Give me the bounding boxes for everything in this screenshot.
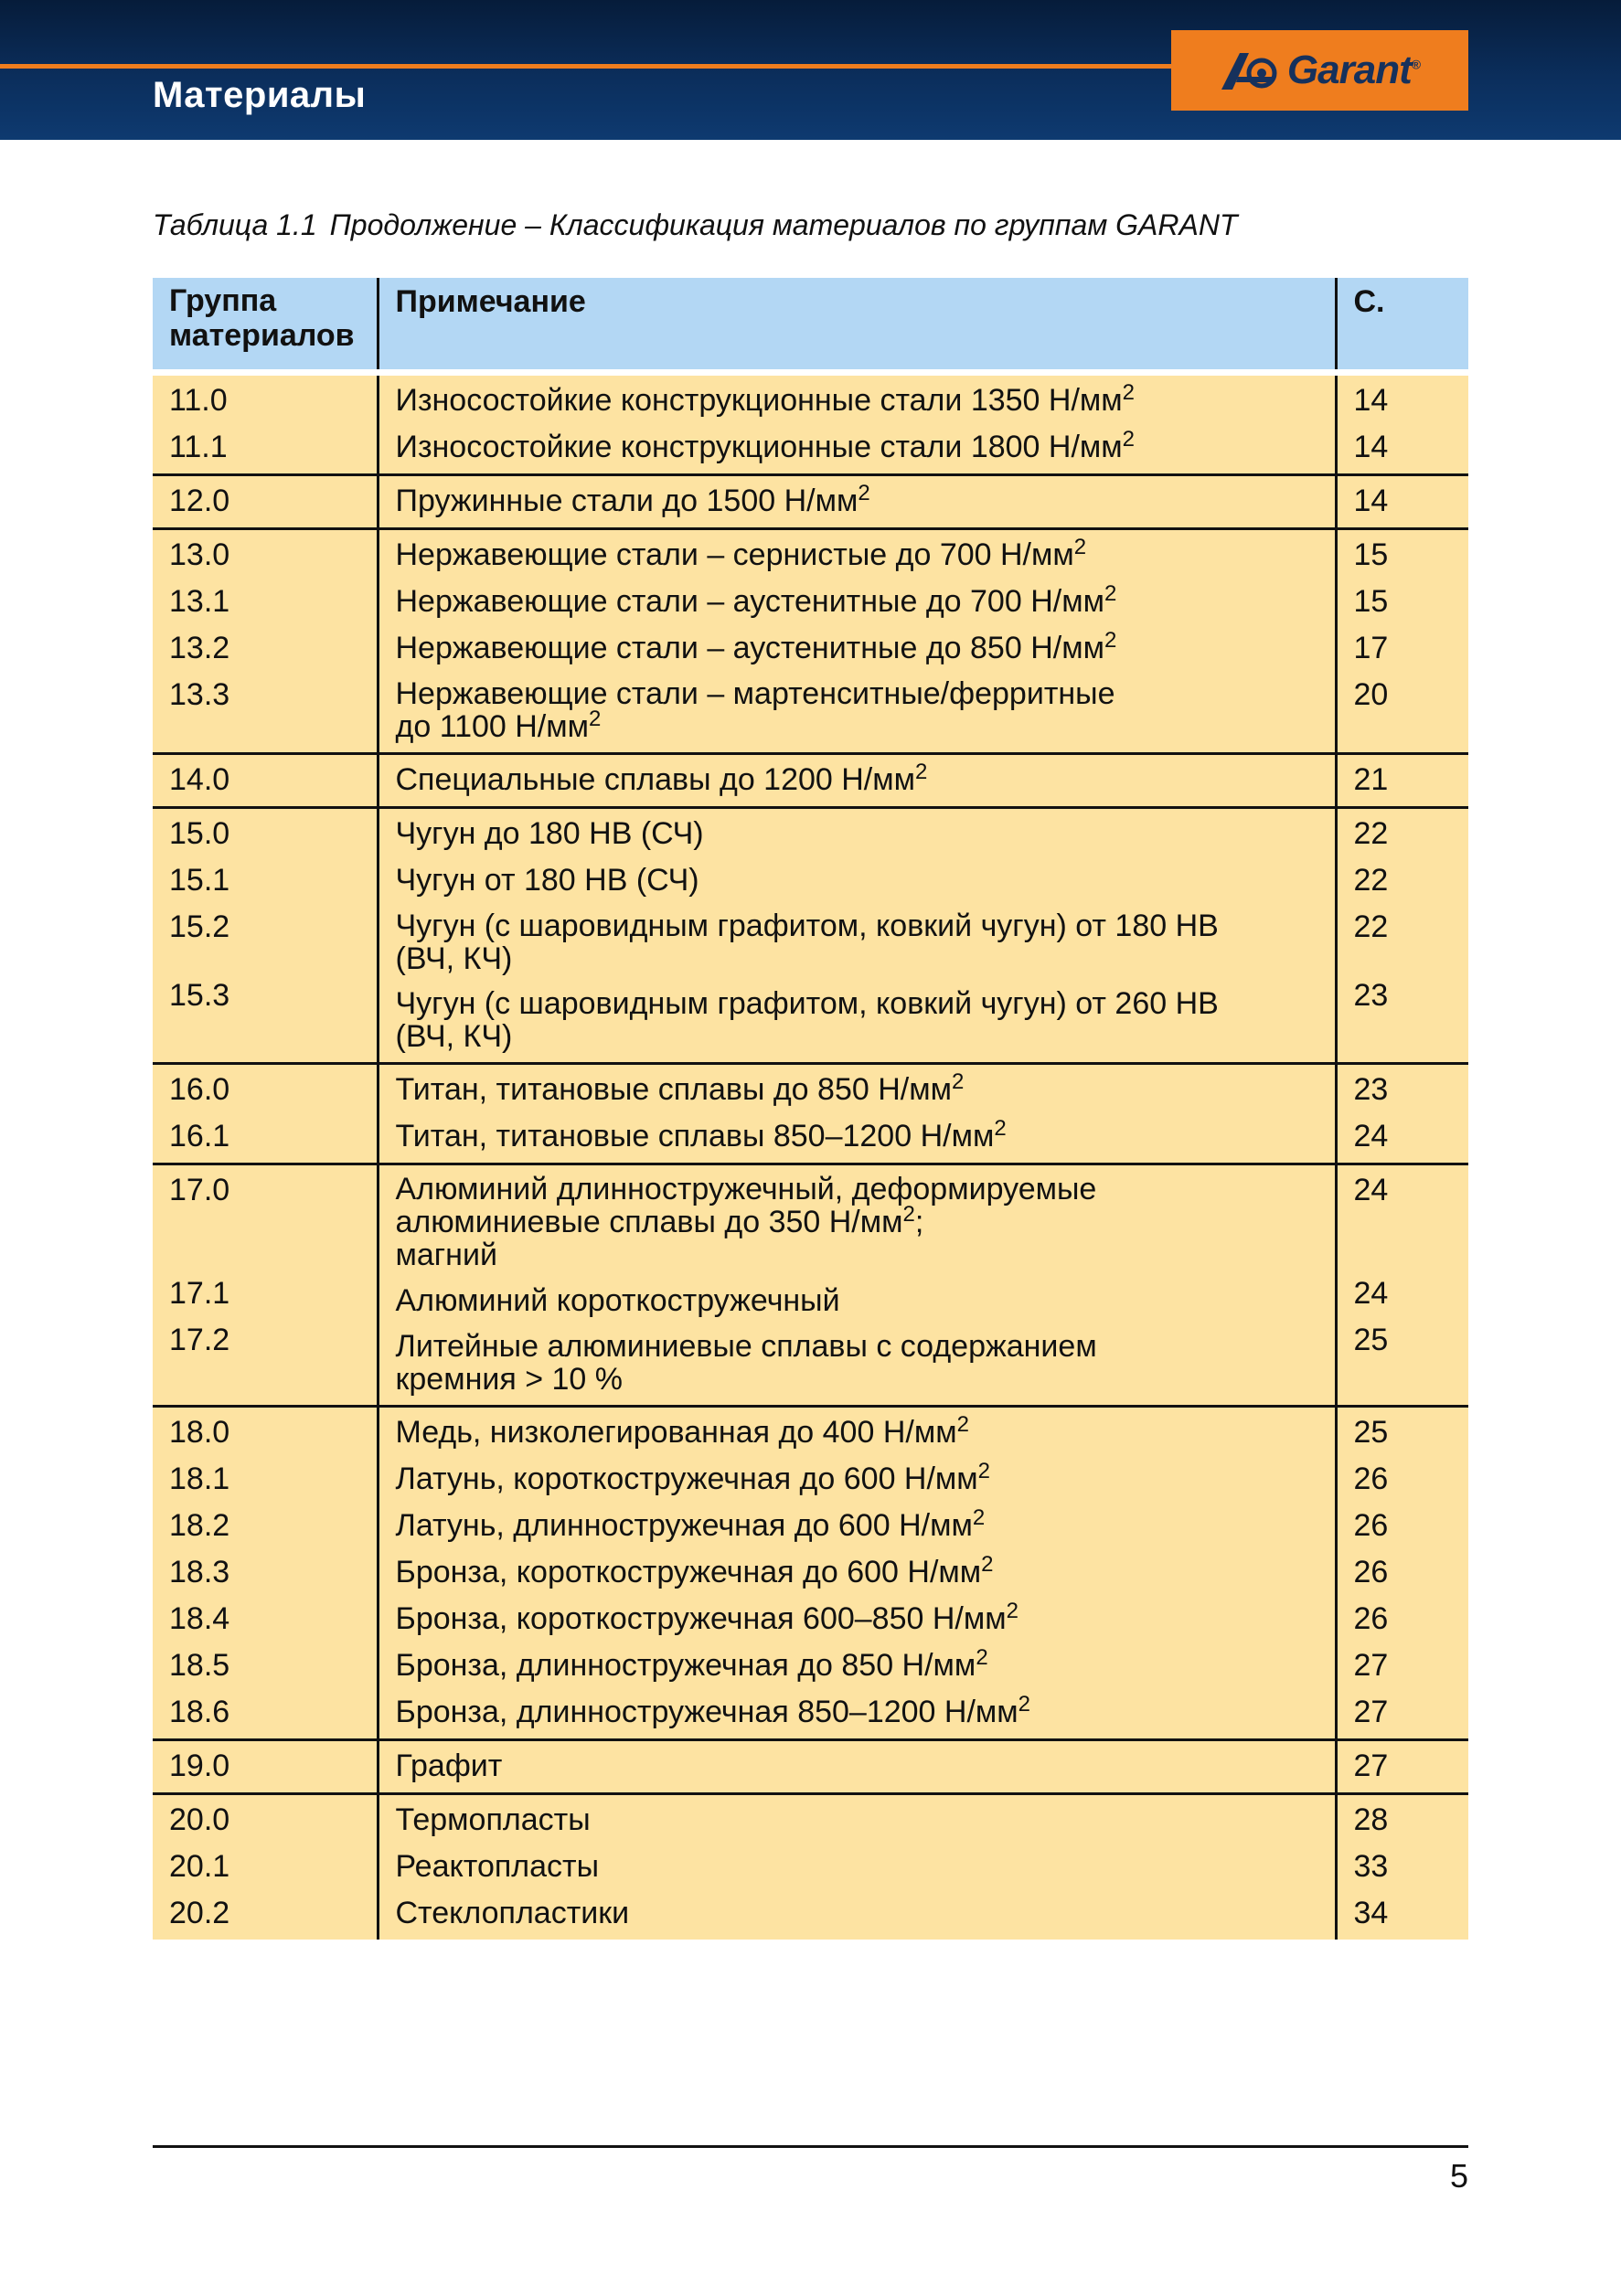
note-entry [395,1505,1320,1543]
note-text: Медь, низколегированная до 400 Н/мм [395,1415,957,1450]
page-ref: 25 [1353,1323,1389,1357]
header-note: Примечание [378,278,1336,373]
note-text: (ВЧ, КЧ) [395,1019,513,1054]
page-ref: 23 [1353,978,1389,1013]
table-label: Таблица 1.1 [153,208,317,241]
note-text: Литейные алюминиевые сплавы с содержанием [395,1329,1097,1364]
note-text: Нержавеющие стали – аустенитные до 700 Н/мм [395,584,1104,619]
note-entry [395,1116,1320,1153]
note-entry [396,1601,1320,1636]
note-entry [396,677,1320,743]
note-text: Латунь, длинностружечная до 600 Н/мм [395,1508,973,1543]
table-row [153,754,1468,808]
page-ref: 27 [1353,1749,1389,1783]
page-cell [1336,1407,1468,1740]
unit-exponent: 2 [951,1069,965,1094]
note-entry [395,1459,1320,1496]
unit-exponent: 2 [915,760,928,784]
page-ref: 22 [1353,816,1389,851]
page-cell [1336,754,1468,808]
note-entry [396,816,1320,851]
footer-rule [153,2145,1468,2148]
page-ref: 14 [1353,484,1389,518]
group-code: 17.2 [169,1323,230,1357]
garant-logo [1171,30,1468,111]
page-ref: 17 [1353,631,1389,665]
page-cell [1336,1740,1468,1794]
note-text: алюминиевые сплавы до 350 Н/мм [395,1205,903,1239]
table-row [153,529,1468,754]
unit-exponent: 2 [1104,581,1117,606]
table-row [153,373,1468,475]
note-text: до 1100 Н/мм [395,709,590,744]
note-text: Нержавеющие стали – мартенситные/ферритные [395,676,1115,711]
table-header-row [153,278,1468,373]
note-text: Нержавеющие стали – сернистые до 700 Н/мм [395,537,1074,572]
group-code: 18.0 [169,1415,230,1450]
group-code: 18.5 [169,1648,230,1683]
note-text: Графит [395,1749,503,1783]
page-ref: 23 [1353,1072,1389,1107]
note-punctuation: ; [914,1205,924,1239]
page-ref: 14 [1353,383,1389,418]
note-entry [396,909,1320,975]
note-cell [378,475,1336,529]
page-ref: 15 [1353,537,1389,572]
materials-table-container [153,278,1468,1940]
page-ref: 24 [1353,1173,1389,1207]
note-entry [396,1802,1320,1837]
page-ref: 24 [1353,1119,1389,1153]
page-cell [1336,373,1468,475]
note-entry [396,1173,1320,1271]
note-text: Алюминий длинностружечный, деформируемые [395,1172,1097,1206]
unit-exponent: 2 [1122,380,1136,405]
note-text: Алюминий короткостружечный [395,1283,840,1318]
page-number: 5 [1449,2157,1468,2195]
group-code: 19.0 [169,1749,230,1783]
header-group: Группа материалов [153,278,378,373]
note-text: Бронза, длинностружечная до 850 Н/мм [395,1648,976,1683]
table-row [153,1407,1468,1740]
caption-text: Продолжение – Классификация материалов по группам GARANT [329,208,1238,241]
note-text: (ВЧ, КЧ) [395,941,513,976]
group-code: 18.2 [169,1508,230,1543]
page-ref: 34 [1353,1896,1389,1930]
garant-logo-icon [1220,49,1284,91]
note-cell [378,1740,1336,1794]
page-ref: 27 [1353,1695,1389,1729]
page-ref: 14 [1353,430,1389,464]
table-body [153,373,1468,1940]
page-ref: 21 [1353,762,1389,797]
table-row [153,475,1468,529]
table-row [153,1740,1468,1794]
page-cell [1336,1794,1468,1940]
group-code: 15.3 [169,978,230,1013]
group-code: 15.2 [169,909,230,944]
group-code: 20.2 [169,1896,230,1930]
group-code-cell [153,373,378,475]
table-caption [153,208,1237,242]
section-title: Материалы [153,75,367,115]
unit-exponent: 2 [1122,427,1136,452]
unit-exponent: 2 [956,1412,969,1437]
note-text: Чугун (с шаровидным графитом, ковкий чугун) от 180 HB [395,909,1219,943]
page-ref: 20 [1353,677,1389,712]
note-entry [395,481,1320,518]
page-ref: 15 [1353,584,1389,619]
page-ref: 26 [1353,1462,1389,1496]
note-text: Термопласты [395,1802,591,1837]
note-text: Износостойкие конструкционные стали 1350 Н/мм [395,383,1123,418]
note-entry [395,380,1320,418]
page-ref: 22 [1353,909,1389,944]
note-text: Титан, титановые сплавы до 850 Н/мм [395,1072,952,1107]
group-code: 18.4 [169,1601,230,1636]
note-cell [378,808,1336,1064]
group-code: 18.3 [169,1555,230,1589]
group-code: 17.1 [169,1276,230,1311]
group-code-cell [153,1164,378,1407]
note-entry [396,1749,1320,1783]
note-entry [396,537,1320,572]
header-accent-line [0,64,1179,69]
unit-exponent: 2 [1018,1692,1031,1717]
logo-text: Garant® [1286,48,1421,92]
page-ref: 27 [1353,1648,1389,1683]
note-text: Стеклопластики [395,1896,630,1930]
unit-exponent: 2 [1006,1599,1018,1623]
group-code: 20.0 [169,1802,230,1837]
note-text: Износостойкие конструкционные стали 1800 Н/мм [395,430,1123,464]
page-ref: 33 [1353,1849,1389,1884]
group-code: 16.1 [169,1119,230,1153]
page-ref: 22 [1353,863,1389,898]
unit-exponent: 2 [994,1116,1007,1141]
group-code: 17.0 [169,1173,230,1207]
page-ref: 28 [1353,1802,1389,1837]
note-text: Реактопласты [395,1849,600,1884]
note-cell [378,373,1336,475]
note-text: Бронза, короткостружечная 600–850 Н/мм [395,1601,1007,1636]
note-entry [395,581,1320,619]
group-code: 15.1 [169,863,230,898]
note-entry [395,427,1320,464]
group-code-cell [153,1794,378,1940]
page-cell [1336,475,1468,529]
group-code-cell [153,1407,378,1740]
note-cell [378,1064,1336,1164]
group-code: 12.0 [169,484,230,518]
page-ref: 26 [1353,1555,1389,1589]
unit-exponent: 2 [858,481,870,505]
group-code: 18.1 [169,1462,230,1496]
group-code-cell [153,1740,378,1794]
note-text: Чугун от 180 HB (СЧ) [395,863,699,898]
unit-exponent: 2 [1073,535,1087,559]
note-entry [396,1896,1320,1930]
group-code: 16.0 [169,1072,230,1107]
page-ref: 26 [1353,1508,1389,1543]
group-code-cell [153,808,378,1064]
group-code: 11.0 [169,383,228,418]
page-header [0,0,1621,140]
table-row [153,1794,1468,1940]
unit-exponent: 2 [902,1202,915,1227]
note-text: Чугун до 180 HB (СЧ) [395,816,704,851]
note-text: Латунь, короткостружечная до 600 Н/мм [395,1462,978,1496]
group-code-cell [153,529,378,754]
note-entry [396,1283,1320,1318]
note-cell [378,1164,1336,1407]
note-entry [395,1645,1320,1683]
unit-exponent: 2 [972,1505,986,1530]
unit-exponent: 2 [1104,628,1117,653]
note-text: Титан, титановые сплавы 850–1200 Н/мм [395,1119,995,1153]
header-page: С. [1336,278,1468,373]
note-entry [395,1692,1320,1729]
table-row [153,808,1468,1064]
note-text: Пружинные стали до 1500 Н/мм [395,484,858,518]
page-cell [1336,529,1468,754]
note-entry [396,863,1320,898]
page-cell [1336,808,1468,1064]
note-cell [378,754,1336,808]
group-code: 14.0 [169,762,230,797]
note-entry [395,1069,1320,1107]
note-entry [396,762,1320,797]
registered-mark-icon: ® [1411,57,1421,72]
page-cell [1336,1164,1468,1407]
table-row [153,1064,1468,1164]
materials-table [153,278,1468,1940]
note-entry [396,1849,1320,1884]
group-code-cell [153,475,378,529]
group-code: 13.3 [169,677,230,712]
note-text: кремния > 10 % [395,1362,623,1397]
group-code: 15.0 [169,816,230,851]
page-ref: 25 [1353,1415,1389,1450]
note-entry [395,1412,1320,1450]
group-code: 13.0 [169,537,230,572]
note-entry [396,987,1320,1053]
note-cell [378,529,1336,754]
note-entry [395,1552,1320,1589]
page-ref: 24 [1353,1276,1389,1311]
unit-exponent: 2 [976,1645,988,1670]
note-cell [378,1407,1336,1740]
page-cell [1336,1064,1468,1164]
unit-exponent: 2 [589,707,602,731]
note-entry [395,628,1320,665]
unit-exponent: 2 [977,1459,991,1483]
note-text: Чугун (с шаровидным графитом, ковкий чугун) от 260 HB [395,986,1219,1021]
group-code: 20.1 [169,1849,230,1884]
unit-exponent: 2 [981,1552,994,1577]
group-code-cell [153,1064,378,1164]
note-text: Бронза, длинностружечная 850–1200 Н/мм [395,1695,1018,1729]
note-cell [378,1794,1336,1940]
note-text: Бронза, короткостружечная до 600 Н/мм [395,1555,982,1589]
group-code: 13.1 [169,584,230,619]
group-code: 13.2 [169,631,230,665]
note-text: Нержавеющие стали – аустенитные до 850 Н/мм [395,631,1104,665]
note-text: магний [395,1238,497,1272]
note-text: Специальные сплавы до 1200 Н/мм [395,762,916,797]
group-code-cell [153,754,378,808]
note-entry [396,1330,1320,1396]
page-ref: 26 [1353,1601,1389,1636]
table-row [153,1164,1468,1407]
group-code: 11.1 [169,430,228,464]
group-code: 18.6 [169,1695,230,1729]
